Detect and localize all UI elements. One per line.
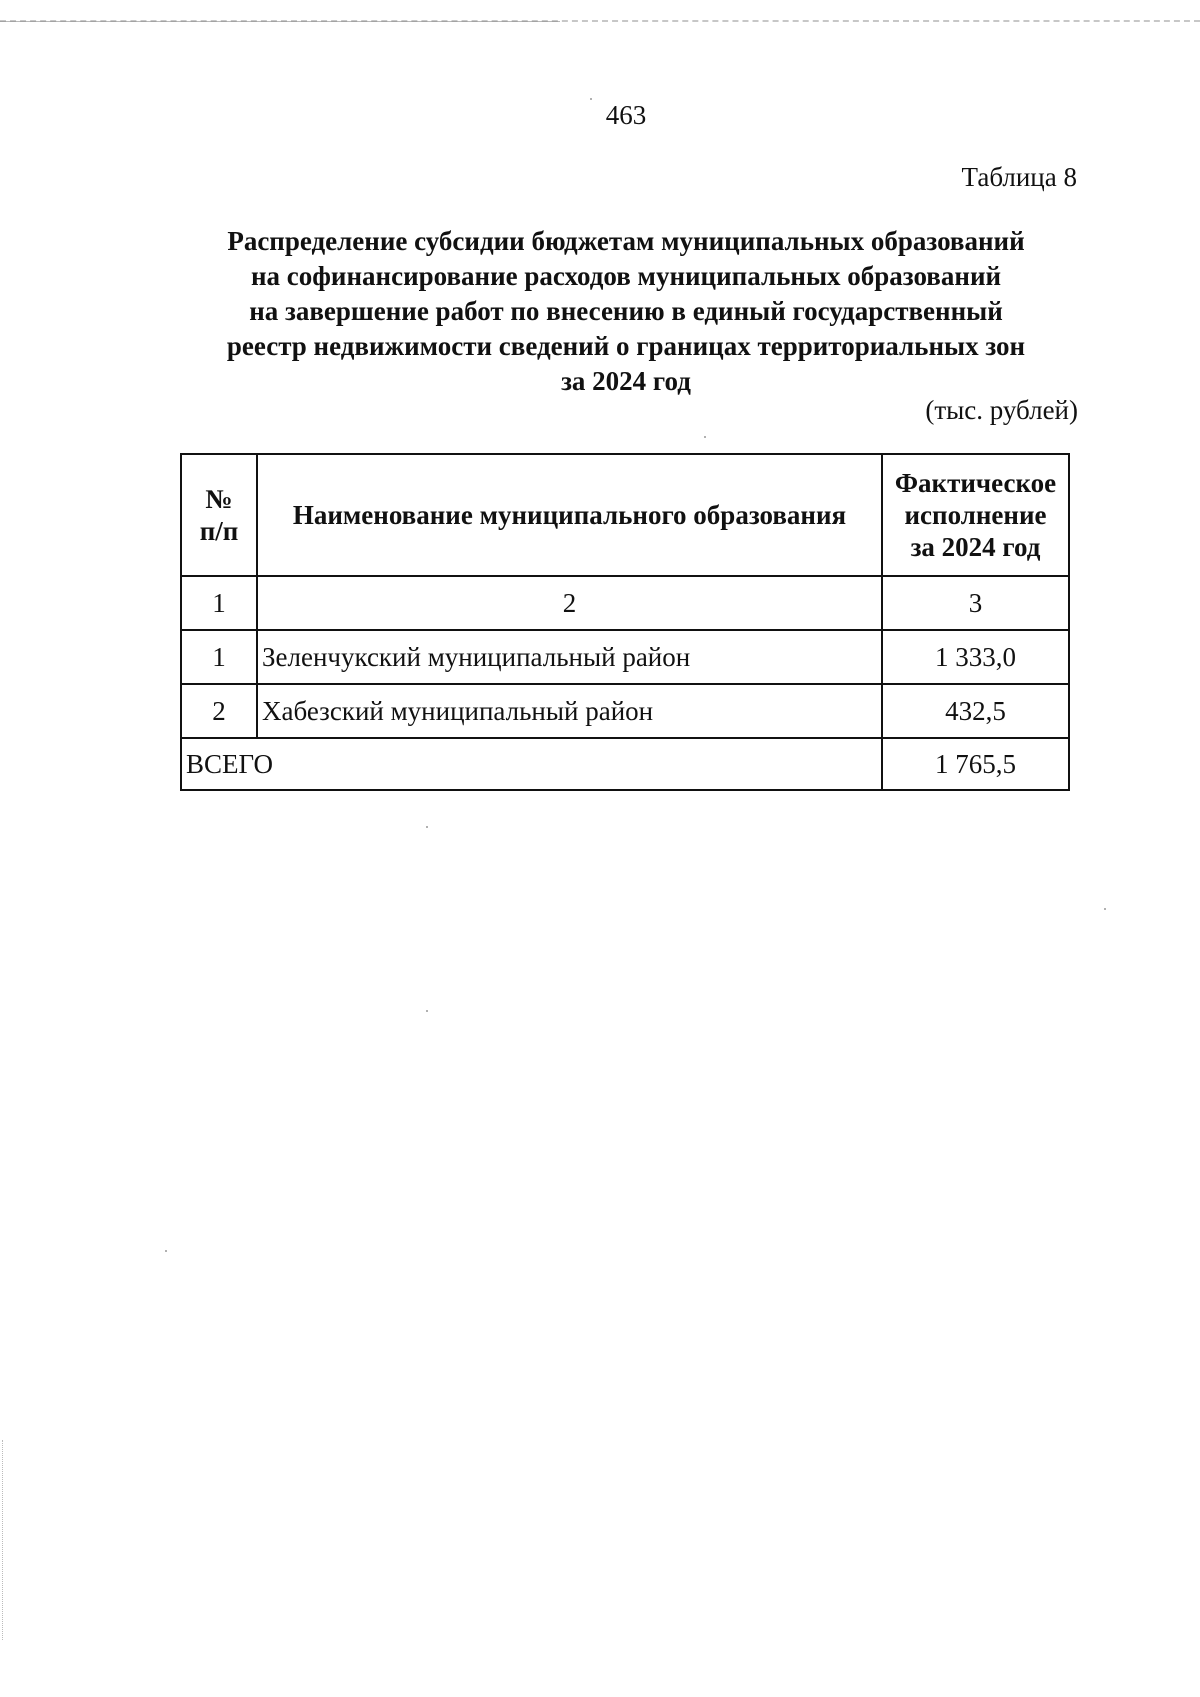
- total-value: 1 765,5: [882, 738, 1069, 790]
- scan-speck: [590, 98, 592, 100]
- header-fact: [882, 454, 1069, 576]
- scan-edge-line-solid: [0, 21, 560, 22]
- column-index-cell: 3: [882, 576, 1069, 630]
- column-index-cell: 2: [257, 576, 882, 630]
- subsidy-table: [180, 453, 1070, 791]
- scan-left-edge: [2, 1440, 3, 1640]
- title-line: реестр недвижимости сведений о границах территориальных зон: [226, 331, 1026, 361]
- header-fact-line: исполнение: [904, 500, 1047, 530]
- row-name: Зеленчукский муниципальный район: [257, 630, 882, 684]
- header-number: [181, 454, 257, 576]
- row-number: 2: [181, 684, 257, 738]
- table-row: [181, 684, 1069, 738]
- page-number: 463: [605, 100, 647, 130]
- total-row: [181, 738, 1069, 790]
- row-name: Хабезский муниципальный район: [257, 684, 882, 738]
- scan-speck: [704, 436, 706, 438]
- column-index-cell: 1: [181, 576, 257, 630]
- title-line: Распределение субсидии бюджетам муниципальных образований: [227, 226, 1025, 256]
- scan-speck: [426, 826, 428, 828]
- title-line: за 2024 год: [561, 366, 691, 396]
- header-fact-line: за 2024 год: [910, 532, 1041, 562]
- table-label: Таблица 8: [961, 162, 1077, 192]
- title-line: на завершение работ по внесению в единый государственный: [249, 296, 1003, 326]
- column-index-row: [181, 576, 1069, 630]
- row-number: 1: [181, 630, 257, 684]
- table-row: [181, 630, 1069, 684]
- units-label: (тыс. рублей): [925, 395, 1078, 425]
- scan-speck: [426, 1010, 428, 1012]
- header-name: Наименование муниципального образования: [257, 454, 882, 576]
- total-label: ВСЕГО: [181, 738, 882, 790]
- document-title: [180, 224, 1072, 399]
- title-line: на софинансирование расходов муниципальных образований: [250, 261, 1002, 291]
- header-number-abbr: п/п: [199, 516, 239, 546]
- scan-speck: [165, 1250, 167, 1252]
- scan-speck: [1104, 908, 1106, 910]
- row-value: 432,5: [882, 684, 1069, 738]
- table-header-row: [181, 454, 1069, 576]
- header-fact-line: Фактическое: [894, 468, 1057, 498]
- header-number-symbol: №: [205, 484, 233, 514]
- row-value: 1 333,0: [882, 630, 1069, 684]
